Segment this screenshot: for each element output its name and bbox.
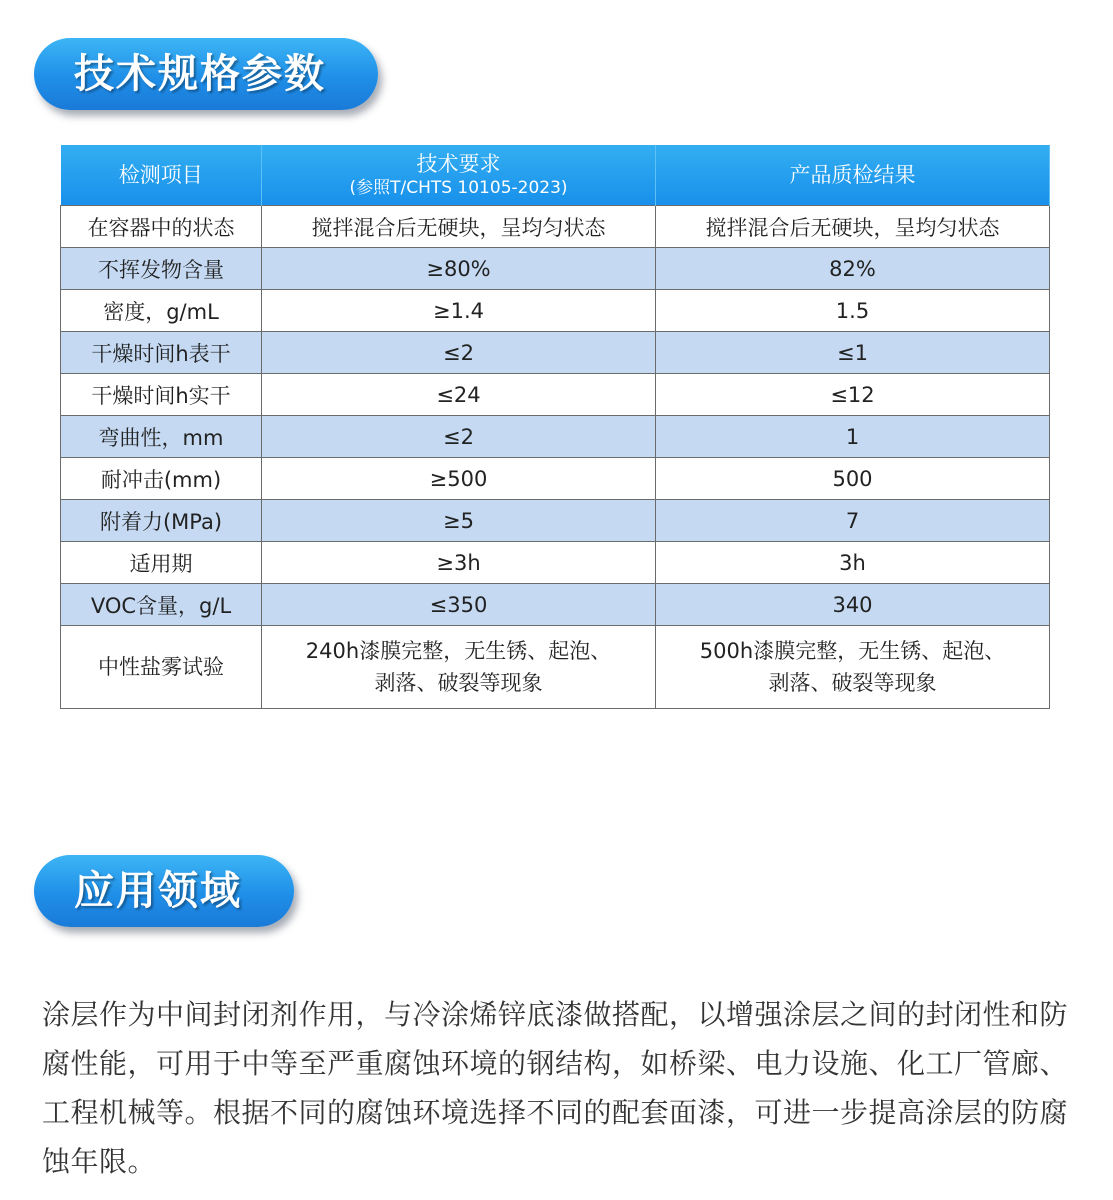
table-row	[61, 584, 1050, 626]
cell-requirement: ≥500	[262, 458, 656, 500]
table-row	[61, 290, 1050, 332]
cell-requirement	[262, 626, 656, 709]
cell-result: 82%	[656, 248, 1050, 290]
cell-requirement: ≤2	[262, 332, 656, 374]
cell-item: 耐冲击(mm)	[61, 458, 262, 500]
cell-result: 1.5	[656, 290, 1050, 332]
cell-item: 密度，g/mL	[61, 290, 262, 332]
cell-item: 中性盐雾试验	[61, 626, 262, 709]
cell-requirement: ≤350	[262, 584, 656, 626]
application-paragraph: 涂层作为中间封闭剂作用，与冷涂烯锌底漆做搭配，以增强涂层之间的封闭性和防腐性能，可用于中等至严重腐蚀环境的钢结构，如桥梁、电力设施、化工厂管廊、工程机械等。根据不同的腐蚀环境选择不同的配套面漆，可进一步提高涂层的防腐蚀年限。	[42, 998, 1069, 1178]
table-row	[61, 332, 1050, 374]
cell-requirement: 搅拌混合后无硬块，呈均匀状态	[262, 206, 656, 248]
cell-result: 340	[656, 584, 1050, 626]
cell-item: 弯曲性，mm	[61, 416, 262, 458]
cell-result	[656, 626, 1050, 709]
cell-requirement-line: 240h漆膜完整，无生锈、起泡、	[305, 639, 612, 663]
header-requirement-ref: (参照T/CHTS 10105-2023)	[349, 178, 568, 198]
cell-requirement-line: 剥落、破裂等现象	[374, 671, 543, 695]
table-row	[61, 416, 1050, 458]
table-row	[61, 248, 1050, 290]
table-row	[61, 500, 1050, 542]
cell-result: ≤1	[656, 332, 1050, 374]
cell-item: 干燥时间h表干	[61, 332, 262, 374]
spec-table	[60, 145, 1050, 709]
cell-requirement: ≥3h	[262, 542, 656, 584]
cell-result: 500	[656, 458, 1050, 500]
cell-requirement: ≥80%	[262, 248, 656, 290]
table-row	[61, 206, 1050, 248]
cell-item: 在容器中的状态	[61, 206, 262, 248]
table-header-row	[61, 145, 1050, 206]
cell-requirement: ≤24	[262, 374, 656, 416]
header-item: 检测项目	[61, 145, 262, 206]
cell-result: ≤12	[656, 374, 1050, 416]
cell-result-line: 500h漆膜完整，无生锈、起泡、	[699, 639, 1006, 663]
application-section-title: 应用领域	[34, 855, 294, 927]
table-row	[61, 626, 1050, 709]
table-row	[61, 542, 1050, 584]
header-result: 产品质检结果	[656, 145, 1050, 206]
cell-result: 1	[656, 416, 1050, 458]
cell-requirement: ≤2	[262, 416, 656, 458]
cell-requirement: ≥5	[262, 500, 656, 542]
cell-result: 7	[656, 500, 1050, 542]
cell-result: 搅拌混合后无硬块，呈均匀状态	[656, 206, 1050, 248]
cell-item: 附着力(MPa)	[61, 500, 262, 542]
cell-item: 适用期	[61, 542, 262, 584]
cell-result: 3h	[656, 542, 1050, 584]
cell-item: 干燥时间h实干	[61, 374, 262, 416]
header-requirement: 技术要求 (参照T/CHTS 10105-2023)	[262, 145, 656, 206]
cell-result-line: 剥落、破裂等现象	[768, 671, 937, 695]
cell-requirement: ≥1.4	[262, 290, 656, 332]
specs-section-title: 技术规格参数	[34, 38, 378, 110]
cell-item: VOC含量，g/L	[61, 584, 262, 626]
cell-item: 不挥发物含量	[61, 248, 262, 290]
table-row	[61, 458, 1050, 500]
table-row	[61, 374, 1050, 416]
